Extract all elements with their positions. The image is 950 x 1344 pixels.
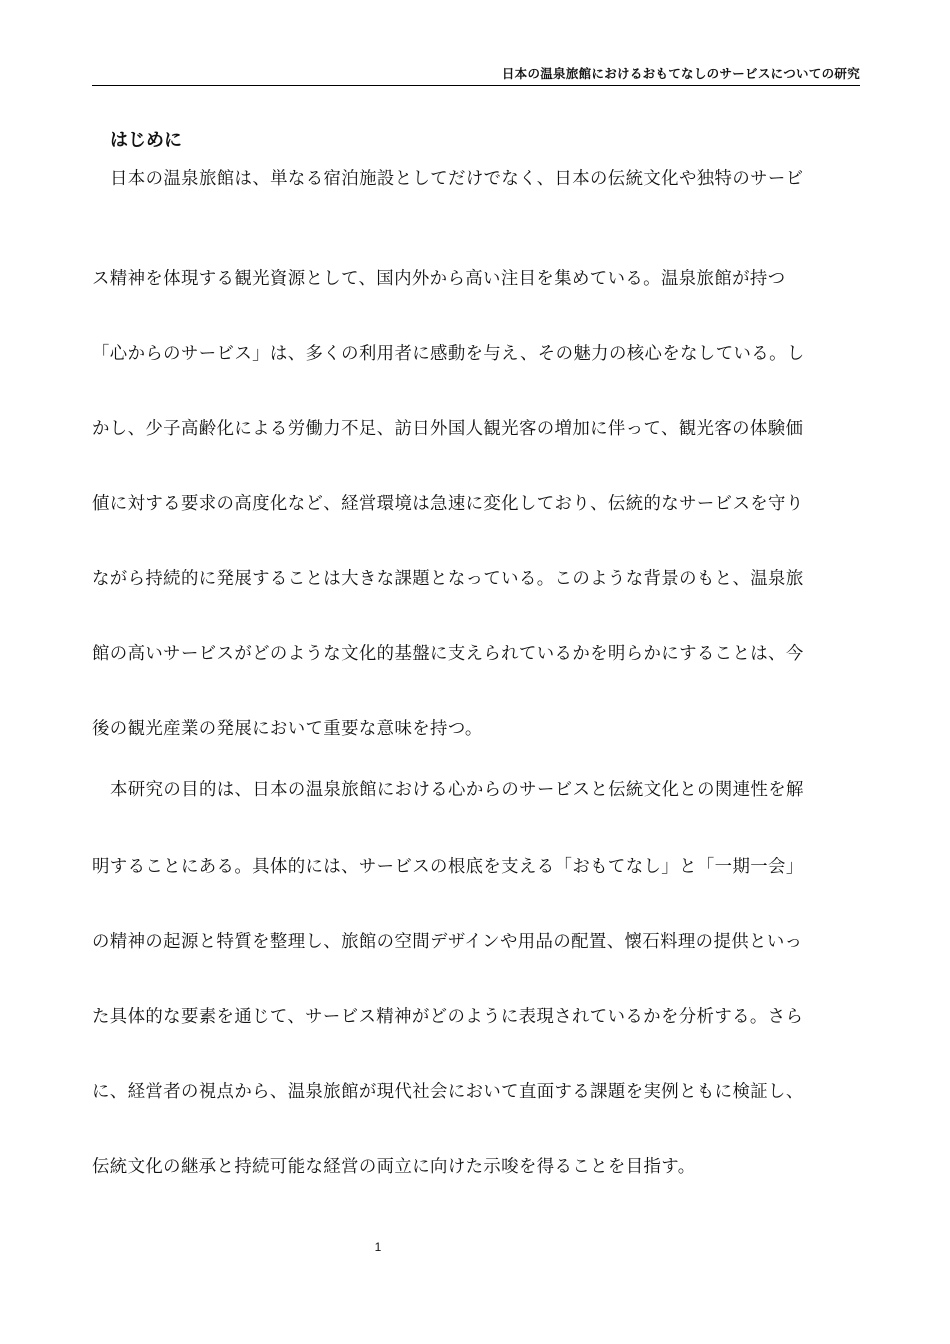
paragraph-2-line-3: の精神の起源と特質を整理し、旅館の空間デザインや用品の配置、懐石料理の提供といっ [92, 932, 803, 952]
paragraph-2-line-1: 本研究の目的は、日本の温泉旅館における心からのサービスと伝統文化との関連性を解 [110, 780, 804, 800]
paragraph-2-line-4: た具体的な要素を通じて、サービス精神がどのように表現されているかを分析する。さら [92, 1007, 804, 1027]
paragraph-2-line-5: に、経営者の視点から、温泉旅館が現代社会において直面する課題を実例ともに検証し、 [92, 1082, 804, 1102]
paragraph-1-line-3: 「心からのサービス」は、多くの利用者に感動を与え、その魅力の核心をなしている。し [92, 344, 805, 364]
header-rule [92, 85, 860, 86]
paragraph-1-line-7: 館の高いサービスがどのような文化的基盤に支えられているかを明らかにすることは、今 [92, 644, 804, 664]
paragraph-1-line-8: 後の観光産業の発展において重要な意味を持つ。 [92, 719, 483, 739]
paragraph-1-line-6: ながら持続的に発展することは大きな課題となっている。このような背景のもと、温泉旅 [92, 569, 804, 589]
paragraph-1-line-5: 値に対する要求の高度化など、経営環境は急速に変化しており、伝統的なサービスを守り [92, 494, 804, 514]
page-number: 1 [374, 1240, 382, 1254]
paragraph-2-line-2: 明することにある。具体的には、サービスの根底を支える「おもてなし」と「一期一会」 [92, 857, 804, 877]
paragraph-1-line-4: かし、少子高齢化による労働力不足、訪日外国人観光客の増加に伴って、観光客の体験価 [92, 419, 804, 439]
running-header-title: 日本の温泉旅館におけるおもてなしのサービスについての研究 [501, 66, 860, 81]
paragraph-1-line-2: ス精神を体現する観光資源として、国内外から高い注目を集めている。温泉旅館が持つ [92, 269, 786, 289]
paragraph-1-line-1: 日本の温泉旅館は、単なる宿泊施設としてだけでなく、日本の伝統文化や独特のサービ [110, 169, 804, 189]
section-heading: はじめに [110, 130, 182, 151]
paragraph-2-line-6: 伝統文化の継承と持続可能な経営の両立に向けた示唆を得ることを目指す。 [92, 1157, 696, 1177]
